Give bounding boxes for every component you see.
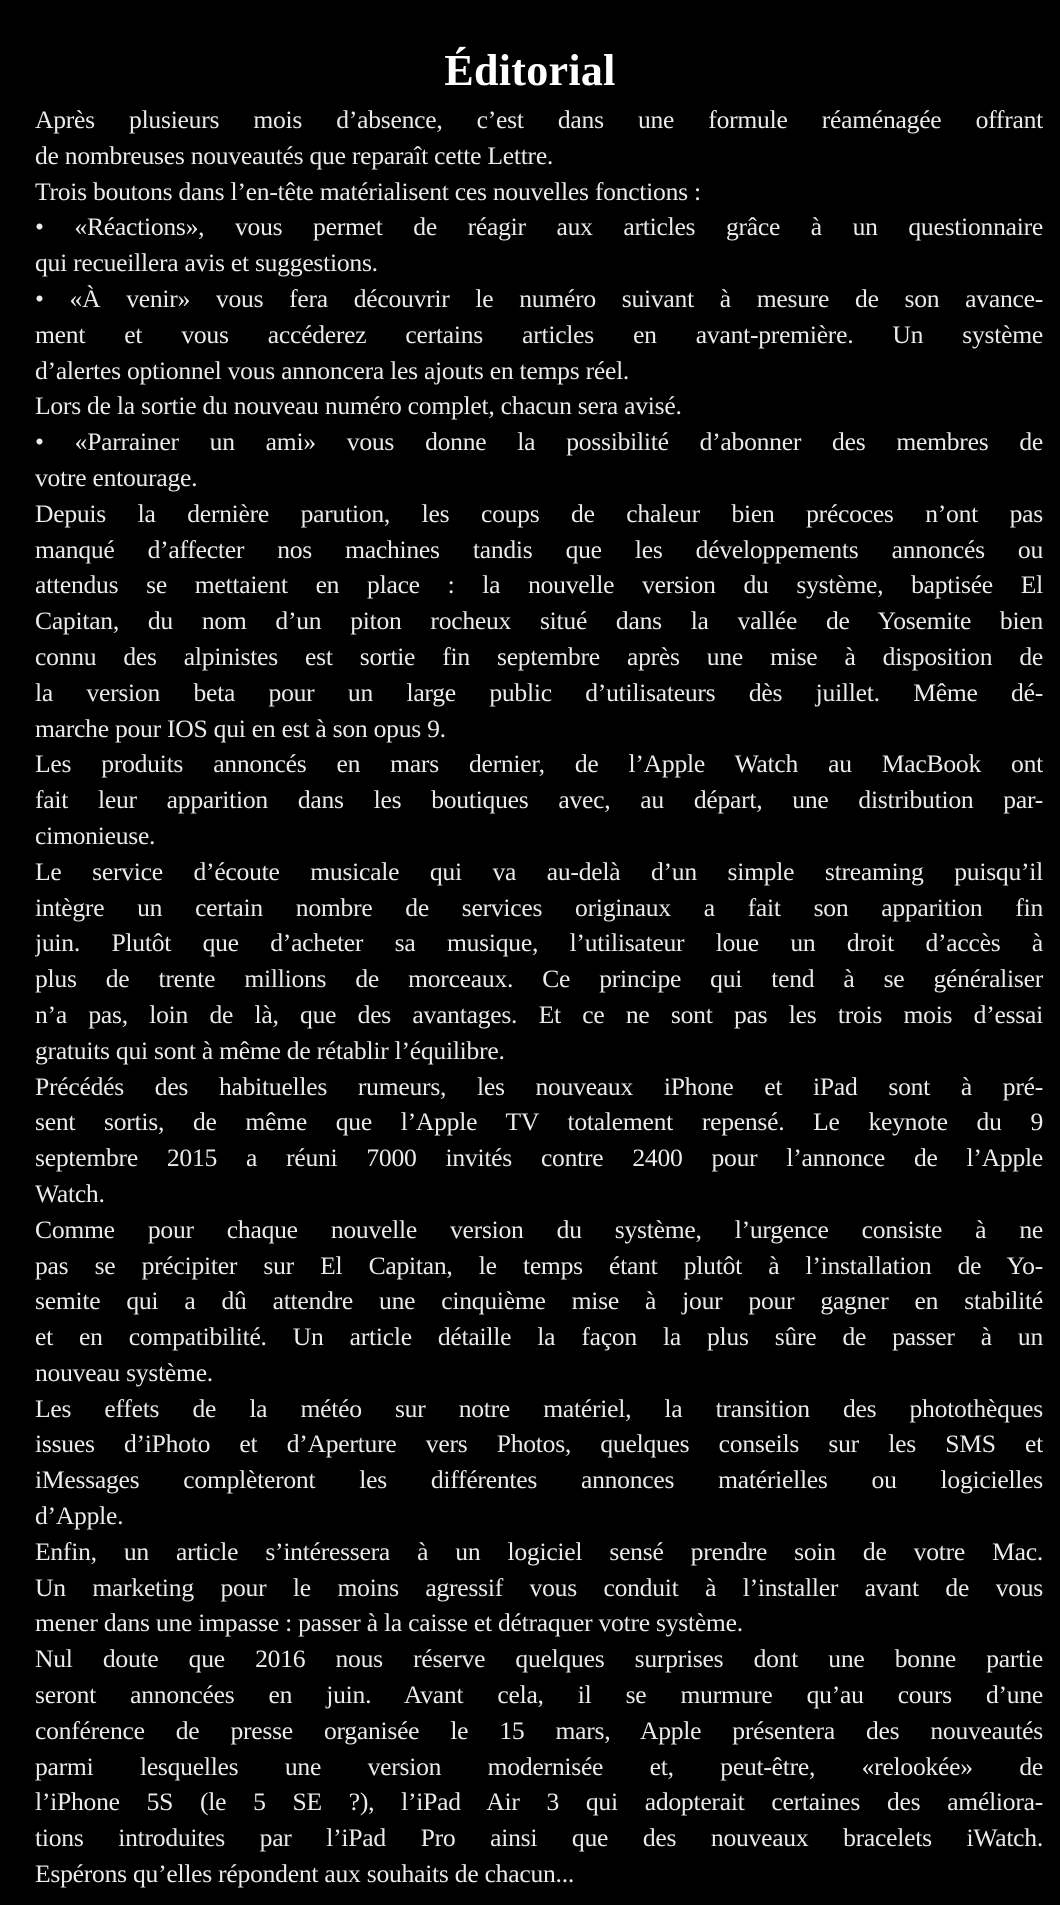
text-line: d’alertes optionnel vous annoncera les ajouts en temps réel. <box>35 355 630 385</box>
text-line: • «À venir» vous fera découvrir le numéro suivant à mesure de son avance- <box>35 283 1043 313</box>
text-line: gratuits qui sont à même de rétablir l’équilibre. <box>35 1035 505 1065</box>
text-line: Les produits annoncés en mars dernier, de l’Apple Watch au MacBook ont <box>35 749 1043 779</box>
text-line: cimonieuse. <box>35 820 156 850</box>
text-line: fait leur apparition dans les boutiques avec, au départ, une distribution par- <box>35 785 1043 815</box>
text-line: conférence de presse organisée le 15 mars, Apple présentera des nouveautés <box>35 1715 1043 1745</box>
text-line: Capitan, du nom d’un piton rocheux situé dans la vallée de Yosemite bien <box>35 606 1043 636</box>
text-line: qui recueillera avis et suggestions. <box>35 248 378 278</box>
text-line: connu des alpinistes est sortie fin septembre après une mise à disposition de <box>35 641 1043 671</box>
text-line: Précédés des habituelles rumeurs, les nouveaux iPhone et iPad sont à pré- <box>35 1071 1043 1101</box>
text-line: Comme pour chaque nouvelle version du système, l’urgence consiste à ne <box>35 1214 1043 1244</box>
text-line: septembre 2015 a réuni 7000 invités contre 2400 pour l’annonce de l’Apple <box>35 1143 1043 1173</box>
text-line: n’a pas, loin de là, que des avantages. Et ce ne sont pas les trois mois d’essai <box>35 999 1043 1029</box>
text-line: Trois boutons dans l’en-tête matérialisent ces nouvelles fonctions : <box>35 176 701 206</box>
text-line: pas se précipiter sur El Capitan, le temps étant plutôt à l’installation de Yo- <box>35 1250 1043 1280</box>
text-line: nouveau système. <box>35 1357 213 1387</box>
text-line: l’iPhone 5S (le 5 SE ?), l’iPad Air 3 qui adopterait certaines des améliora- <box>35 1787 1043 1817</box>
text-line: Lors de la sortie du nouveau numéro complet, chacun sera avisé. <box>35 391 682 421</box>
text-line: marche pour IOS qui en est à son opus 9. <box>35 713 446 743</box>
text-line: Le service d’écoute musicale qui va au-delà d’un simple streaming puisqu’il <box>35 856 1043 886</box>
text-line: Depuis la dernière parution, les coups de chaleur bien précoces n’ont pas <box>35 498 1043 528</box>
text-line: iMessages complèteront les différentes annonces matérielles ou logicielles <box>35 1465 1043 1495</box>
text-line: seront annoncées en juin. Avant cela, il se murmure qu’au cours d’une <box>35 1680 1043 1710</box>
text-line: Espérons qu’elles répondent aux souhaits de chacun... <box>35 1859 574 1889</box>
text-line: ment et vous accéderez certains articles en avant-première. Un système <box>35 319 1043 349</box>
text-line: tions introduites par l’iPad Pro ainsi que des nouveaux bracelets iWatch. <box>35 1823 1043 1853</box>
text-line: semite qui a dû attendre une cinquième mise à jour pour gagner en stabilité <box>35 1286 1043 1316</box>
text-line: attendus se mettaient en place : la nouvelle version du système, baptisée El <box>35 570 1043 600</box>
page-title: Éditorial <box>444 46 616 96</box>
text-line: plus de trente millions de morceaux. Ce principe qui tend à se généraliser <box>35 964 1043 994</box>
text-line: Enfin, un article s’intéressera à un logiciel sensé prendre soin de votre Mac. <box>35 1536 1043 1566</box>
text-line: la version beta pour un large public d’utilisateurs dès juillet. Même dé- <box>35 677 1043 707</box>
text-line: intègre un certain nombre de services originaux a fait son apparition fin <box>35 892 1043 922</box>
text-line: • «Parrainer un ami» vous donne la possibilité d’abonner des membres de <box>35 427 1043 457</box>
text-line: Après plusieurs mois d’absence, c’est dans une formule réaménagée offrant <box>35 105 1043 134</box>
text-line: d’Apple. <box>35 1501 124 1531</box>
text-line: et en compatibilité. Un article détaille la façon la plus sûre de passer à un <box>35 1322 1043 1352</box>
text-line: • «Réactions», vous permet de réagir aux articles grâce à un questionnaire <box>35 212 1043 242</box>
text-line: manqué d’affecter nos machines tandis que les développements annoncés ou <box>35 534 1043 564</box>
text-line: votre entourage. <box>35 462 198 492</box>
text-line: Watch. <box>35 1178 105 1208</box>
text-line: mener dans une impasse : passer à la caisse et détraquer votre système. <box>35 1608 743 1638</box>
text-line: issues d’iPhoto et d’Aperture vers Photos, quelques conseils sur les SMS et <box>35 1429 1043 1459</box>
text-line: Les effets de la météo sur notre matériel, la transition des photothèques <box>35 1393 1043 1423</box>
text-line: parmi lesquelles une version modernisée et, peut-être, «relookée» de <box>35 1751 1043 1781</box>
text-line: de nombreuses nouveautés que reparaît cette Lettre. <box>35 140 554 170</box>
editorial-body <box>35 102 1043 1892</box>
text-line: Nul doute que 2016 nous réserve quelques surprises dont une bonne partie <box>35 1644 1043 1674</box>
text-line: Un marketing pour le moins agressif vous conduit à l’installer avant de vous <box>35 1572 1043 1602</box>
text-line: juin. Plutôt que d’acheter sa musique, l’utilisateur loue un droit d’accès à <box>35 928 1043 958</box>
text-line: sent sortis, de même que l’Apple TV totalement repensé. Le keynote du 9 <box>35 1107 1043 1137</box>
